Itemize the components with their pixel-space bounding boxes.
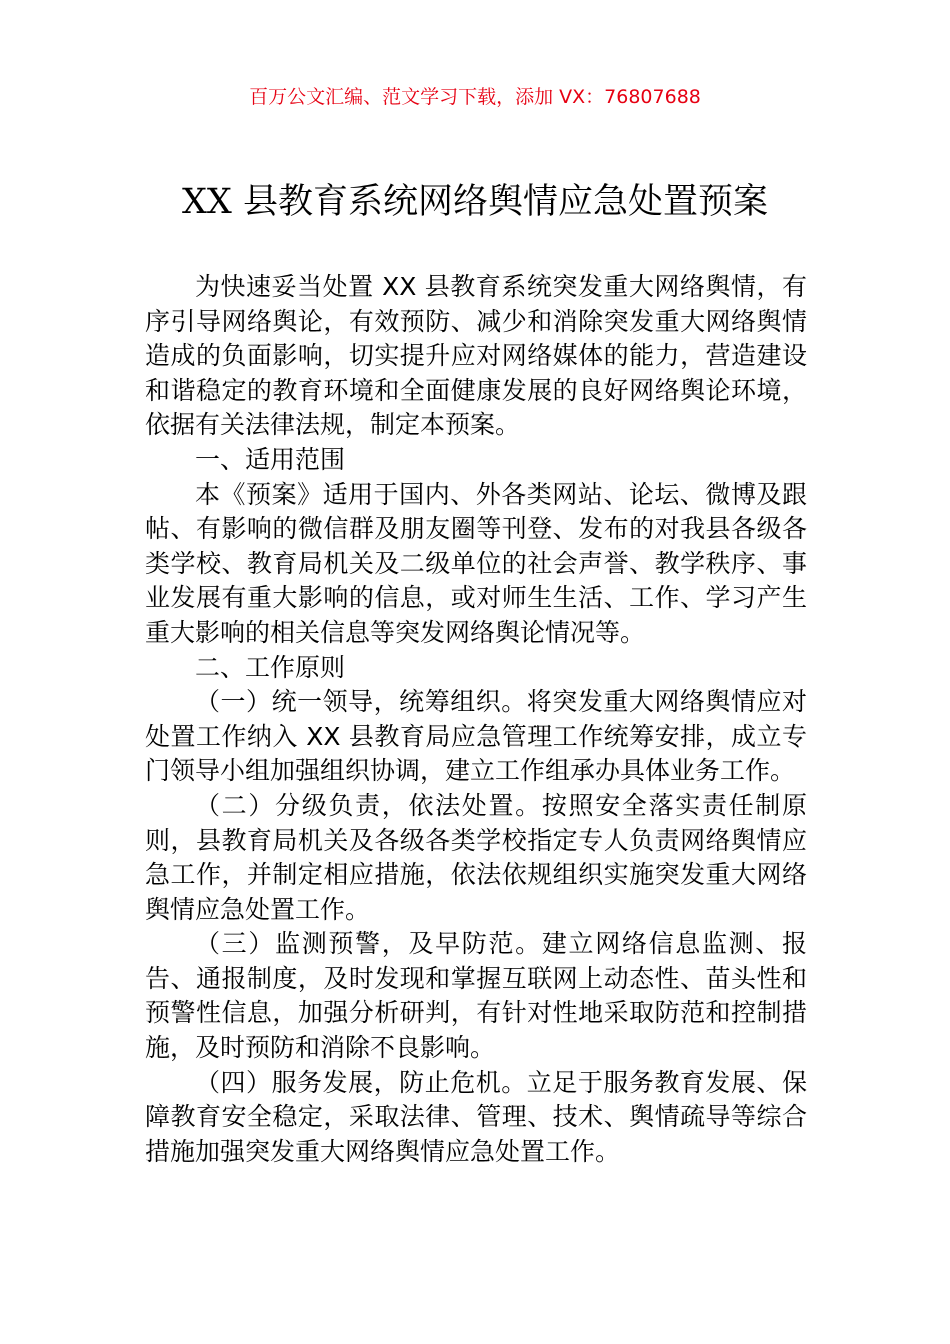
document-body (145, 270, 807, 1169)
header-note: 百万公文汇编、范文学习下载，添加 VX：76807688 (249, 86, 701, 108)
section-heading-scope: 一、适用范围 (195, 444, 346, 474)
paragraph-principle-1: （一）统一领导，统筹组织。将突发重大网络舆情应对处置工作纳入 XX 县教育局应急管理工作统筹安排，成立专门领导小组加强组织协调，建立工作组承办具体业务工作。 (145, 687, 807, 786)
paragraph-intro: 为快速妥当处置 XX 县教育系统突发重大网络舆情，有序引导网络舆论，有效预防、减少和消除突发重大网络舆情造成的负面影响，切实提升应对网络媒体的能力，营造建设和谐稳定的教育环境和全面健康发展的良好网络舆论环境，依据有关法律法规，制定本预案。 (145, 272, 807, 440)
paragraph-scope: 本《预案》适用于国内、外各类网站、论坛、微博及跟帖、有影响的微信群及朋友圈等刊登、发布的对我县各级各类学校、教育局机关及二级单位的社会声誉、教学秩序、事业发展有重大影响的信息，或对师生生活、工作、学习产生重大影响的相关信息等突发网络舆论情况等。 (145, 479, 807, 647)
paragraph-principle-4: （四）服务发展，防止危机。立足于服务教育发展、保障教育安全稳定，采取法律、管理、技术、舆情疏导等综合措施加强突发重大网络舆情应急处置工作。 (145, 1067, 807, 1166)
section-heading-principles: 二、工作原则 (195, 652, 346, 682)
document-title: XX 县教育系统网络舆情应急处置预案 (182, 182, 768, 222)
paragraph-principle-3: （三）监测预警，及早防范。建立网络信息监测、报告、通报制度，及时发现和掌握互联网上动态性、苗头性和预警性信息，加强分析研判，有针对性地采取防范和控制措施，及时预防和消除不良影响。 (145, 929, 807, 1063)
paragraph-principle-2: （二）分级负责，依法处置。按照安全落实责任制原则，县教育局机关及各级各类学校指定专人负责网络舆情应急工作，并制定相应措施，依法依规组织实施突发重大网络舆情应急处置工作。 (145, 790, 807, 924)
